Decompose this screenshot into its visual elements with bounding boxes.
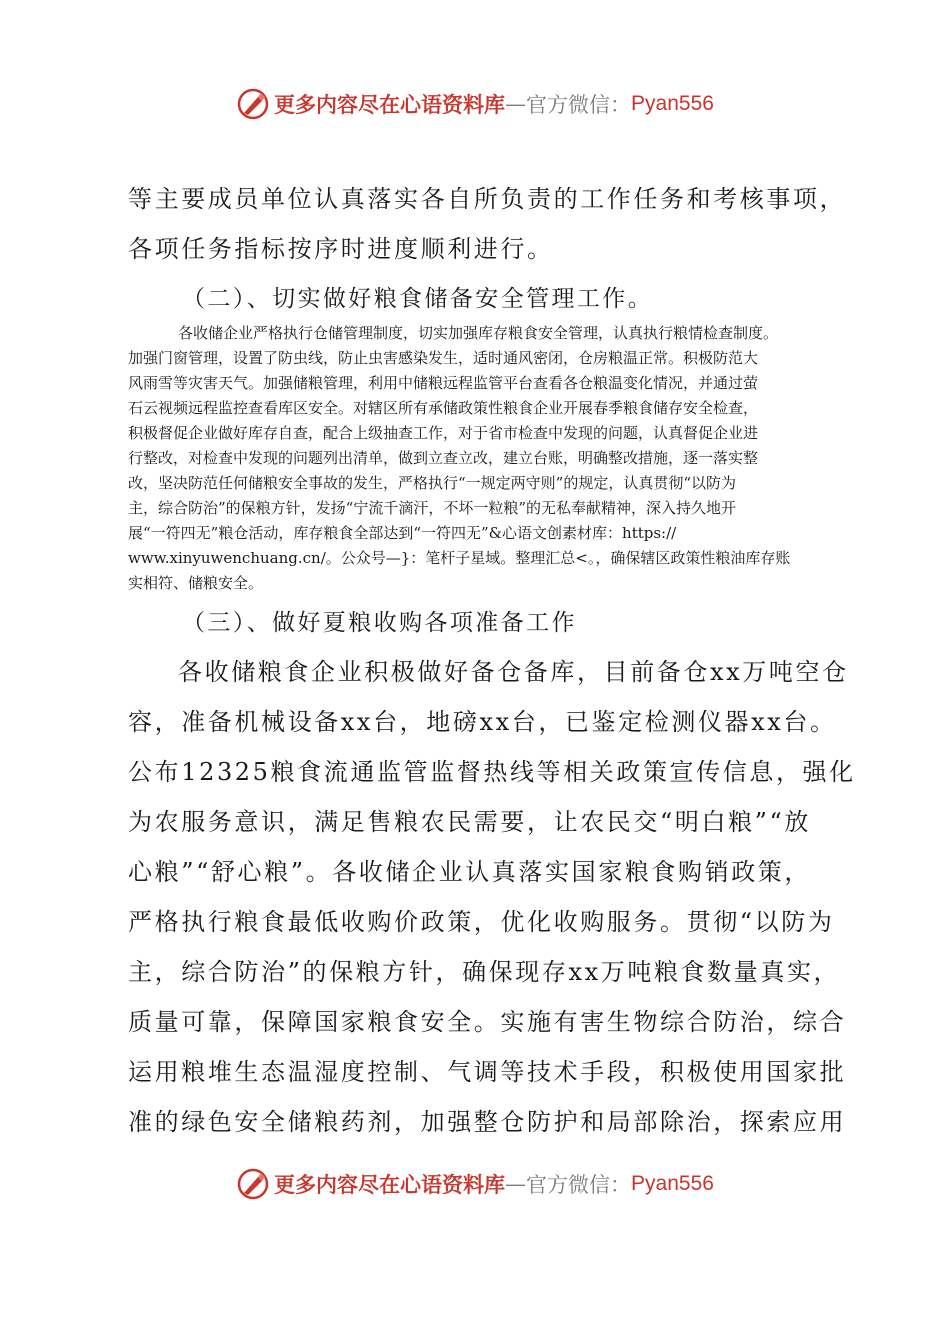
text-line: 主，综合防治”的保粮方针，发扬“宁流千滴汗，不坏一粒粮”的无私奉献精神，深入持久地开 [128, 499, 737, 517]
banner-main-text: 更多内容尽在心语资料库 [274, 92, 506, 117]
text-line: 各收储企业严格执行仓储管理制度，切实加强库存粮食安全管理，认真执行粮情检查制度。 [178, 324, 779, 342]
header-banner [0, 84, 950, 124]
text-line: 行整改，对检查中发现的问题列出清单，做到立查立改，建立台账，明确整改措施，逐一落实整 [128, 449, 759, 467]
banner-main-text: 更多内容尽在心语资料库 [274, 1172, 506, 1197]
banner-dash: — [505, 1172, 527, 1196]
text-line: 为农服务意识，满足售粮农民需要，让农民交“明白粮”“放 [128, 808, 812, 836]
text-line: 展“一符四无”粮仓活动，库存粮食全部达到“一符四无”&心语文创素材库：https:// [128, 524, 677, 542]
section-heading-3: （三）、做好夏粮收购各项准备工作 [182, 610, 577, 636]
text-line: 准的绿色安全储粮药剂，加强整仓防护和局部除治，探索应用 [128, 1108, 847, 1136]
pen-logo-icon [236, 1167, 270, 1201]
text-line: 各收储粮食企业积极做好备仓备库，目前备仓xx万吨空仓 [178, 658, 849, 686]
text-line: www.xinyuwenchuang.cn/。公众号—}：笔杆子星域。整理汇总<。，确保辖区政策性粮油库存账 [128, 549, 791, 567]
text-line: 容，准备机械设备xx台，地磅xx台，已鉴定检测仪器xx台。 [128, 708, 837, 736]
section-heading-2: （二）、切实做好粮食储备安全管理工作。 [182, 286, 654, 312]
text-line: 风雨雪等灾害天气。加强储粮管理，利用中储粮远程监管平台查看各仓粮温变化情况，并通过萤 [128, 374, 759, 392]
text-line: 运用粮堆生态温湿度控制、气调等技术手段，积极使用国家批 [128, 1058, 847, 1086]
banner-wechat-id: Pyan556 [631, 92, 714, 115]
banner-sub-text: 官方微信： [526, 1173, 632, 1197]
text-line: 实相符、储粮安全。 [128, 574, 264, 592]
paragraph-bottom [128, 647, 856, 1147]
text-line: 质量可靠，保障国家粮食安全。实施有害生物综合防治，综合 [128, 1008, 847, 1036]
footer-banner [0, 1164, 950, 1204]
text-line: 等主要成员单位认真落实各自所负责的工作任务和考核事项， [128, 185, 847, 213]
text-line: 积极督促企业做好库存自查，配合上级抽查工作，对于省市检查中发现的问题，认真督促企业进 [128, 424, 759, 442]
paragraph-top [128, 174, 847, 274]
text-line: 严格执行粮食最低收购价政策，优化收购服务。贯彻“以防为 [128, 908, 835, 936]
banner-sub-text: 官方微信： [526, 93, 632, 117]
banner-wechat-id: Pyan556 [631, 1172, 714, 1195]
paragraph-small [128, 321, 838, 596]
text-line: 改，坚决防范任何储粮安全事故的发生，严格执行“一规定两守则”的规定，认真贯彻“以防为 [128, 474, 737, 492]
text-line: 心粮”“舒心粮”。各收储企业认真落实国家粮食购销政策， [128, 858, 812, 886]
text-line: 石云视频远程监控查看库区安全。对辖区所有承储政策性粮食企业开展春季粮食储存安全检查， [128, 399, 759, 417]
pen-logo-icon [236, 87, 270, 121]
text-line: 公布12325粮食流通监管监督热线等相关政策宣传信息，强化 [128, 758, 856, 786]
text-line: 主，综合防治”的保粮方针，确保现存xx万吨粮食数量真实， [128, 958, 841, 986]
banner-dash: — [505, 92, 527, 116]
text-line: 加强门窗管理，设置了防虫线，防止虫害感染发生，适时通风密闭，仓房粮温正常。积极防范大 [128, 349, 759, 367]
text-line: 各项任务指标按序时进度顺利进行。 [128, 235, 554, 263]
